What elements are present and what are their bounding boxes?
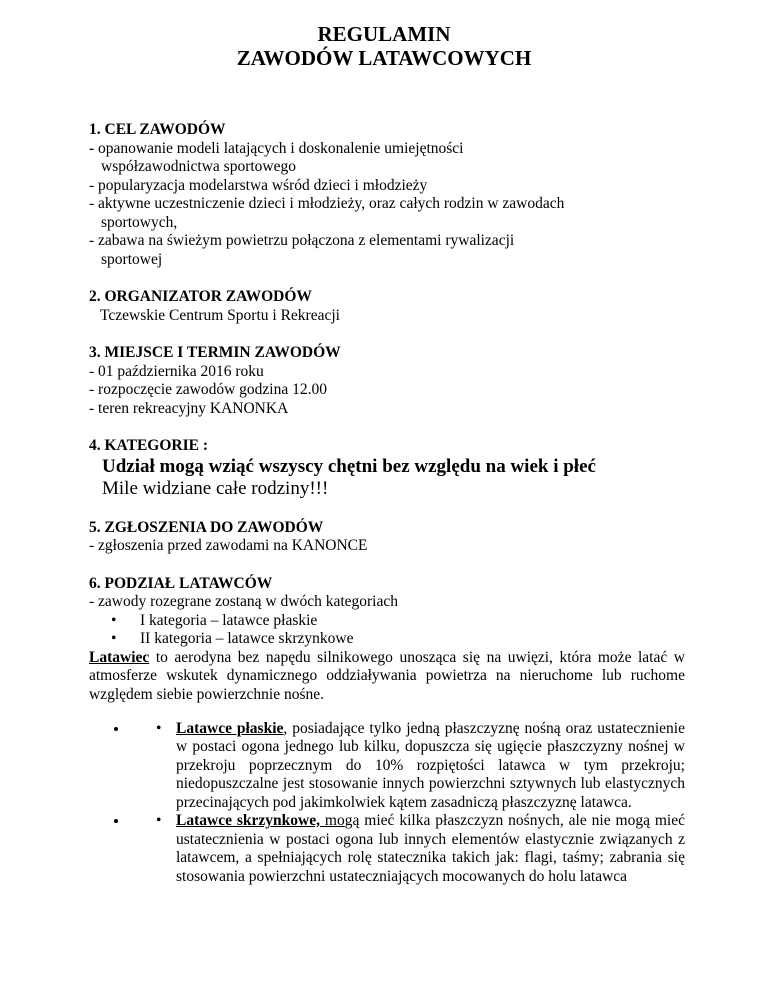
list-item: - aktywne uczestniczenie dzieci i młodzieży, oraz całych rodzin w zawodach — [89, 195, 565, 212]
list-item: - zabawa na świeżym powietrzu połączona z elementami rywalizacji — [89, 232, 515, 249]
families-welcome: Mile widziane całe rodziny!!! — [102, 477, 329, 499]
section-heading: 4. KATEGORIE : — [89, 437, 208, 454]
box-kites-underlined: mo — [319, 812, 345, 829]
list-item: - rozpoczęcie zawodów godzina 12.00 — [89, 381, 327, 398]
flat-kites-text: , posiadające tylko jedną płaszczyznę nośną oraz ustatecznienie w postaci ogona jednego lub kilku, dopuszcza się ugięcie płaszczyzny nośnej w przekroju poprzecznym do 10% rozpiętości latawca w tym przekroju; niedopuszczalne jest stosowanie innych powierzchni sztywnych lub elastycznych przecinających pod jakimkolwiek kątem zasadniczą płaszczyznę latawca. — [176, 719, 685, 811]
section-heading: 3. MIEJSCE I TERMIN ZAWODÓW — [89, 344, 341, 361]
list-item-continuation: sportowej — [101, 250, 163, 268]
list-item: - popularyzacja modelarstwa wśród dzieci i młodzieży — [89, 176, 428, 194]
list-item — [89, 630, 685, 649]
section-place-date — [89, 344, 685, 418]
bullet-icon: • • — [156, 719, 162, 737]
category-list — [89, 612, 685, 649]
kite-type-list — [89, 720, 685, 887]
organizer-name: Tczewskie Centrum Sportu i Rekreacji — [100, 306, 340, 324]
bullet-icon: • — [111, 611, 117, 629]
list-item-continuation: współzawodnictwa sportowego — [101, 158, 296, 175]
participation-note: Udział mogą wziąć wszyscy chętni bez względu na wiek i płeć — [102, 455, 596, 477]
section-organizer — [89, 288, 685, 325]
document-body — [89, 121, 685, 905]
flat-kites-term: Latawce płaskie — [176, 719, 284, 737]
bullet-icon: • — [111, 630, 117, 647]
list-item: - 01 października 2016 roku — [89, 362, 264, 380]
kite-definition — [89, 649, 685, 705]
section-heading: 2. ORGANIZATOR ZAWODÓW — [89, 288, 312, 305]
category-1: I kategoria – latawce płaskie — [140, 611, 318, 629]
list-item: - teren rekreacyjny KANONKA — [89, 399, 289, 417]
category-2: II kategoria – latawce skrzynkowe — [140, 630, 354, 647]
section-goal — [89, 121, 685, 269]
definition-text: to aerodyna bez napędu silnikowego unosząca się na uwięzi, która może latać w atmosferze wskutek dynamicznego oddziaływania powietrza na nieruchome lub ruchome względem siebie powierzchnie nośne. — [89, 648, 685, 703]
section-heading: 1. CEL ZAWODÓW — [89, 121, 226, 138]
bullet-icon: • • — [156, 812, 162, 829]
item-text: opanowanie modeli latających i doskonalenie umiejętności — [98, 139, 464, 157]
title-line-1: REGULAMIN — [317, 22, 451, 46]
section-heading: 5. ZGŁOSZENIA DO ZAWODÓW — [89, 518, 324, 536]
division-intro: - zawody rozegrane zostaną w dwóch kategoriach — [89, 593, 398, 610]
document-title — [0, 22, 768, 70]
list-item-continuation: sportowych, — [101, 213, 178, 231]
box-kites-term: Latawce skrzynkowe, — [176, 812, 320, 829]
list-item — [129, 812, 685, 886]
box-kites-text: gą mieć kilka płaszczyzn nośnych, ale nie mogą mieć ustatecznienia w postaci ogona lub innych elementów elastycznie związanych z latawcem, a spełniających rolę statecznika takich jak: flagi, taśmy; zabrania się stosowania powierzchni ustateczniających mocowanych do holu latawca — [176, 812, 685, 885]
definition-term: Latawiec — [89, 648, 150, 666]
list-item — [89, 612, 685, 631]
list-item: - opanowanie modeli latających i doskonalenie umiejętności — [89, 139, 464, 157]
section-heading: 6. PODZIAŁ LATAWCÓW — [89, 574, 273, 592]
list-item — [129, 720, 685, 813]
section-kite-division — [89, 575, 685, 887]
section-registration — [89, 519, 685, 556]
title-line-2: ZAWODÓW LATAWCOWYCH — [236, 46, 532, 70]
section-categories — [89, 437, 685, 500]
registration-text: - zgłoszenia przed zawodami na KANONCE — [89, 537, 368, 554]
